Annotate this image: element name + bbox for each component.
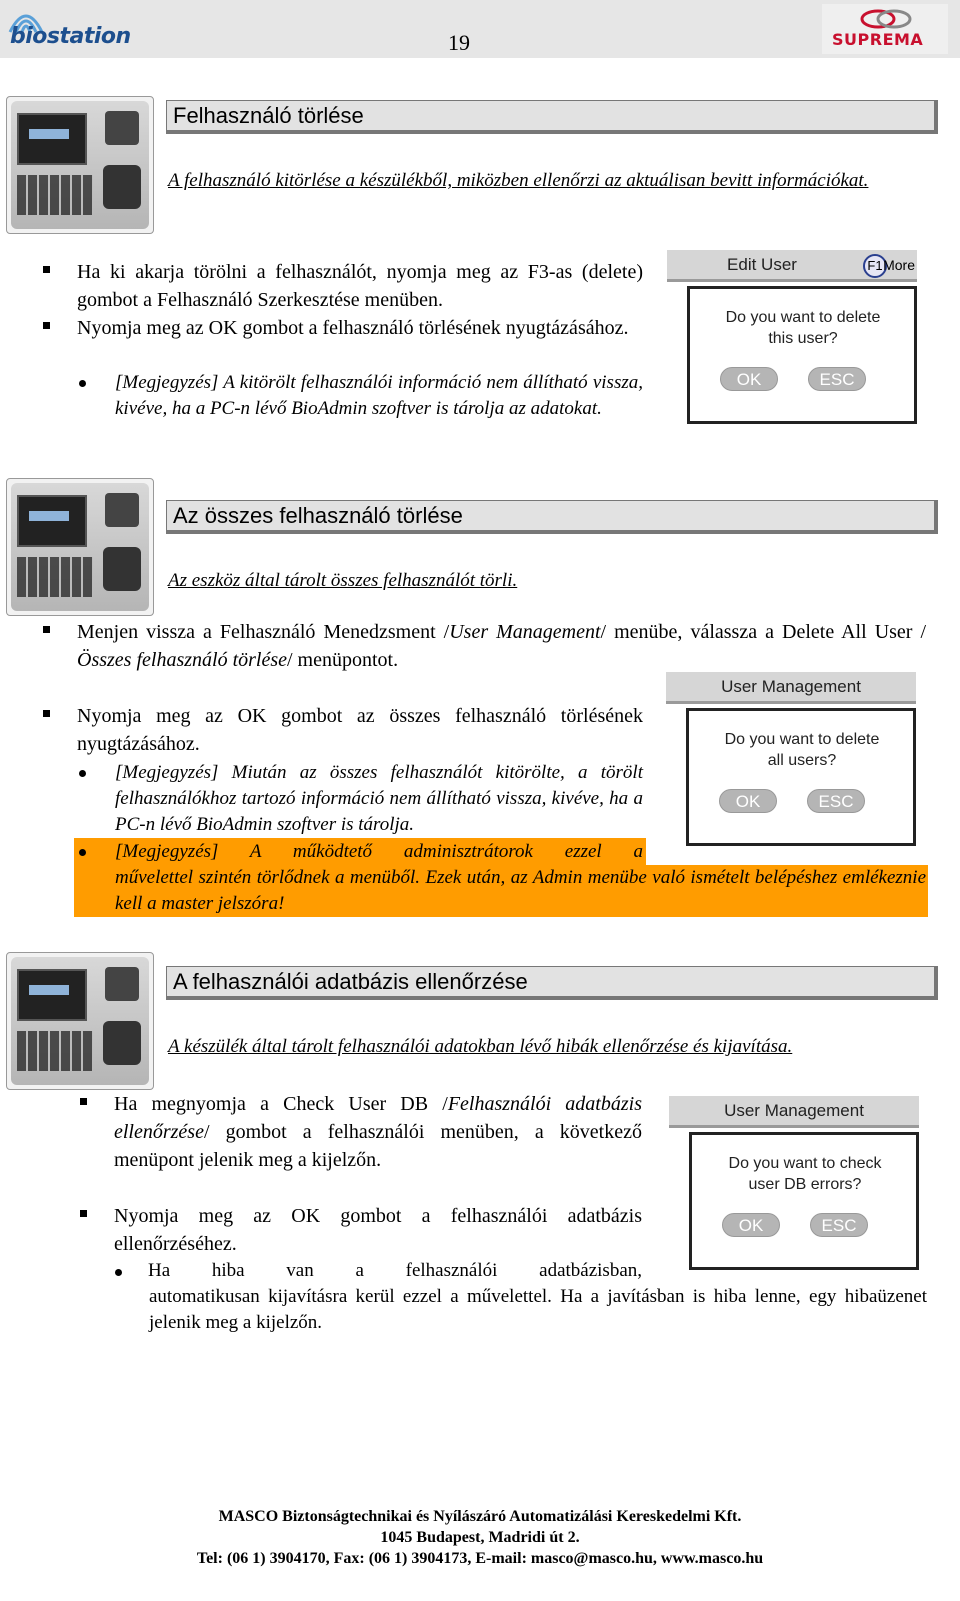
square-bullet-icon bbox=[43, 710, 50, 717]
text-run: Menjen vissza a Felhasználó Menedzsment / bbox=[77, 621, 450, 643]
text-run: / gombot a felhasználói menüben, a következő menüpont jelenik meg a kijelzőn. bbox=[114, 1121, 642, 1171]
dialog-message bbox=[697, 729, 907, 771]
page-number: 19 bbox=[448, 30, 470, 55]
text-run-italic: User Management bbox=[449, 621, 601, 643]
text-run: Ha megnyomja a Check User DB / bbox=[114, 1093, 448, 1115]
footer-address: 1045 Budapest, Madridi út 2. bbox=[380, 1529, 580, 1546]
round-bullet-icon bbox=[79, 380, 86, 387]
dialog-body bbox=[689, 1132, 919, 1270]
ok-button[interactable]: OK bbox=[720, 367, 778, 391]
dialog-message-line: this user? bbox=[768, 330, 838, 347]
round-bullet-icon bbox=[79, 849, 86, 856]
text-run-italic: Felhasználói adatbázis ellenőrzése bbox=[114, 1093, 642, 1143]
esc-button[interactable]: ESC bbox=[808, 367, 866, 391]
device-image bbox=[6, 952, 154, 1090]
text-run: Delete All User / bbox=[782, 621, 927, 643]
section-intro: A készülék által tárolt felhasználói adatokban lévő hibák ellenőrzése és kijavítása. bbox=[168, 1036, 793, 1057]
section-title: Az összes felhasználó törlése bbox=[166, 500, 938, 534]
section-title: A felhasználói adatbázis ellenőrzése bbox=[166, 966, 938, 1000]
dialog-message-line: Do you want to delete bbox=[724, 731, 880, 748]
dialog-message-line: user DB errors? bbox=[748, 1176, 862, 1193]
text-run: / menüpontot. bbox=[287, 649, 399, 671]
square-bullet-icon bbox=[43, 266, 50, 273]
dialog-message bbox=[700, 1153, 910, 1195]
f1-key-icon: F1 bbox=[863, 254, 887, 278]
note-text: automatikusan kijavításra kerül ezzel a művelettel. Ha a javításban is hiba lenne, egy hibaüzenet jelenik meg a kijelzőn. bbox=[149, 1286, 927, 1333]
edit-user-dialog bbox=[667, 250, 917, 424]
footer-contact: Tel: (06 1) 3904170, Fax: (06 1) 3904173, E-mail: masco@masco.hu, www.masco.hu bbox=[196, 1550, 764, 1567]
check-user-db-dialog bbox=[669, 1096, 919, 1270]
square-bullet-icon bbox=[80, 1210, 87, 1217]
ok-button[interactable]: OK bbox=[722, 1213, 780, 1237]
list-item: Nyomja meg az OK gombot az összes felhasználó törlésének nyugtázásához. bbox=[77, 705, 643, 755]
esc-button[interactable]: ESC bbox=[807, 789, 865, 813]
dialog-title: User Management bbox=[666, 672, 916, 704]
dialog-title-text: Edit User bbox=[727, 255, 797, 274]
text-run: / menübe, válassza a bbox=[600, 621, 774, 643]
ok-button[interactable]: OK bbox=[719, 789, 777, 813]
list-item: Nyomja meg az OK gombot a felhasználói adatbázis ellenőrzéséhez. bbox=[114, 1205, 642, 1255]
dialog-message-line: all users? bbox=[767, 752, 837, 769]
device-image bbox=[6, 478, 154, 616]
note-line: Ha hiba van a felhasználói adatbázisban, bbox=[148, 1260, 642, 1281]
footer-company: MASCO Biztonságtechnikai és Nyílászáró Automatizálási Kereskedelmi Kft. bbox=[218, 1508, 742, 1525]
dialog-message bbox=[698, 307, 908, 349]
biostation-wordmark: biostation bbox=[10, 24, 131, 49]
suprema-wordmark: SUPREMA bbox=[832, 30, 924, 49]
note-text: [Megjegyzés] Miután az összes felhasználót kitörölte, a törölt felhasználókhoz tartozó információ nem állítható vissza, kivéve, ha a PC-n lévő BioAdmin szoftver is tárolja. bbox=[115, 762, 643, 835]
list-item bbox=[114, 1090, 642, 1174]
list-item bbox=[77, 618, 926, 674]
more-label: More bbox=[883, 257, 915, 273]
delete-all-users-dialog bbox=[666, 672, 916, 846]
dialog-body bbox=[687, 286, 917, 424]
section-intro: A felhasználó kitörlése a készülékből, miközben ellenőrzi az aktuálisan bevitt információkat. bbox=[168, 170, 869, 191]
suprema-logo bbox=[822, 4, 948, 54]
round-bullet-icon bbox=[115, 1269, 122, 1276]
suprema-swoosh-icon bbox=[856, 6, 916, 32]
page-header bbox=[0, 0, 960, 58]
dialog-message-line: Do you want to check bbox=[728, 1155, 882, 1172]
device-image bbox=[6, 96, 154, 234]
warning-note-text: művelettel szintén törlődnek a menüből. Ezek után, az Admin menübe való ismételt belépéshez emlékeznie kell a master jelszóra! bbox=[115, 867, 926, 914]
warning-note-line: [Megjegyzés] A működtető adminisztrátorok ezzel a bbox=[115, 841, 643, 862]
biostation-logo bbox=[6, 4, 134, 52]
dialog-title: User Management bbox=[669, 1096, 919, 1128]
text-run-italic: Összes felhasználó törlése bbox=[77, 649, 287, 671]
list-item: Ha ki akarja törölni a felhasználót, nyomja meg az F3-as (delete) gombot a Felhasználó Szerkesztése menüben. bbox=[77, 261, 643, 311]
dialog-message-line: Do you want to delete bbox=[725, 309, 881, 326]
section-intro: Az eszköz által tárolt összes felhasználót törli. bbox=[168, 570, 518, 591]
dialog-body bbox=[686, 708, 916, 846]
note-text: [Megjegyzés] A kitörölt felhasználói információ nem állítható vissza, kivéve, ha a PC-n lévő BioAdmin szoftver is tárolja az adatokat. bbox=[115, 372, 643, 419]
esc-button[interactable]: ESC bbox=[810, 1213, 868, 1237]
square-bullet-icon bbox=[43, 626, 50, 633]
round-bullet-icon bbox=[79, 770, 86, 777]
section-title: Felhasználó törlése bbox=[166, 100, 938, 134]
square-bullet-icon bbox=[80, 1098, 87, 1105]
list-item: Nyomja meg az OK gombot a felhasználó törlésének nyugtázásához. bbox=[77, 317, 629, 339]
square-bullet-icon bbox=[43, 322, 50, 329]
